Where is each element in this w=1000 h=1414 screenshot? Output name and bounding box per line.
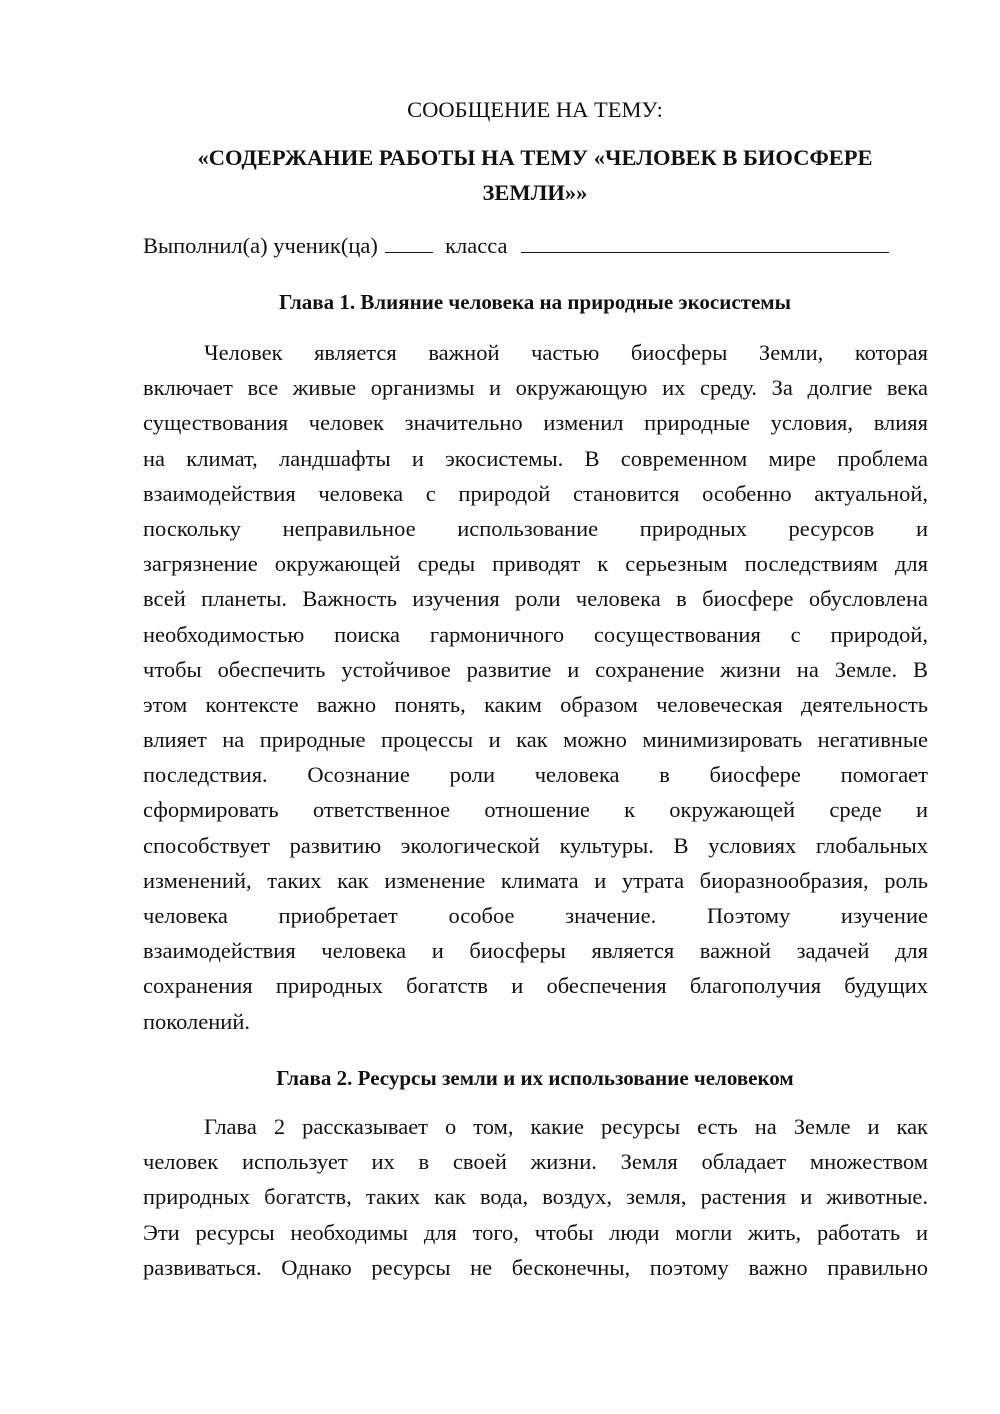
paragraph-line: этом контексте важно понять, каким образом человеческая деятельность <box>143 691 928 717</box>
paragraph-line: чтобы обеспечить устойчивое развитие и сохранение жизни на Земле. В <box>143 656 928 682</box>
class-name-blank <box>521 232 889 253</box>
paragraph-line: Эти ресурсы необходимы для того, чтобы люди могли жить, работать и <box>143 1219 928 1245</box>
paragraph-line: на климат, ландшафты и экосистемы. В современном мире проблема <box>143 445 928 471</box>
paragraph-line: взаимодействия человека и биосферы является важной задачей для <box>143 938 928 964</box>
paragraph-line: природных богатств, таких как вода, воздух, земля, растения и животные. <box>143 1184 928 1210</box>
paragraph-line: Человек является важной частью биосферы Земли, которая <box>204 340 928 365</box>
paragraph-line: человека приобретает особое значение. Поэтому изучение <box>143 903 928 928</box>
paragraph-line: всей планеты. Важность изучения роли человека в биосфере обусловлена <box>143 586 928 612</box>
paragraph-line: поскольку неправильное использование природных ресурсов и <box>143 515 928 541</box>
header-subtitle: СООБЩЕНИЕ НА ТЕМУ: <box>407 97 663 122</box>
paragraph-line: развиваться. Однако ресурсы не бесконечны, поэтому важно правильно <box>143 1254 928 1280</box>
performer-line <box>143 231 933 261</box>
paragraph-line: существования человек значительно изменил природные условия, влияя <box>143 410 928 436</box>
header-title-line-2: ЗЕМЛИ»» <box>482 180 588 205</box>
class-label: класса <box>445 233 508 258</box>
paragraph-line: сохранения природных богатств и обеспечения благополучия будущих <box>143 973 928 999</box>
paragraph-line: включает все живые организмы и окружающую их среду. За долгие века <box>143 375 928 401</box>
paragraph-line: поколений. <box>143 1008 250 1034</box>
paragraph-line: человек использует их в своей жизни. Земля обладает множеством <box>143 1149 928 1175</box>
header-title-line-1: «СОДЕРЖАНИЕ РАБОТЫ НА ТЕМУ «ЧЕЛОВЕК В БИОСФЕРЕ <box>197 145 873 170</box>
paragraph-line: необходимостью поиска гармоничного сосуществования с природой, <box>143 621 928 647</box>
paragraph-line: сформировать ответственное отношение к окружающей среде и <box>143 797 928 823</box>
paragraph-line: Глава 2 рассказывает о том, какие ресурсы есть на Земле и как <box>204 1114 928 1139</box>
chapter-2-body <box>143 1109 928 1285</box>
chapter-1-body <box>143 335 928 1039</box>
paragraph-line: взаимодействия человека с природой становится особенно актуальной, <box>143 480 928 506</box>
grade-blank <box>385 232 433 253</box>
chapter-2-title: Глава 2. Ресурсы земли и их использование человеком <box>276 1066 794 1090</box>
paragraph-line: влияет на природные процессы и как можно минимизировать негативные <box>143 727 928 753</box>
paragraph-line: загрязнение окружающей среды приводят к серьезным последствиям для <box>143 551 928 577</box>
performer-label: Выполнил(а) ученик(ца) <box>143 233 378 258</box>
paragraph-line: изменений, таких как изменение климата и утрата биоразнообразия, роль <box>143 867 928 893</box>
paragraph-line: способствует развитию экологической культуры. В условиях глобальных <box>143 832 928 858</box>
chapter-1-title: Глава 1. Влияние человека на природные экосистемы <box>279 290 791 314</box>
paragraph-line: последствия. Осознание роли человека в биосфере помогает <box>143 762 928 788</box>
